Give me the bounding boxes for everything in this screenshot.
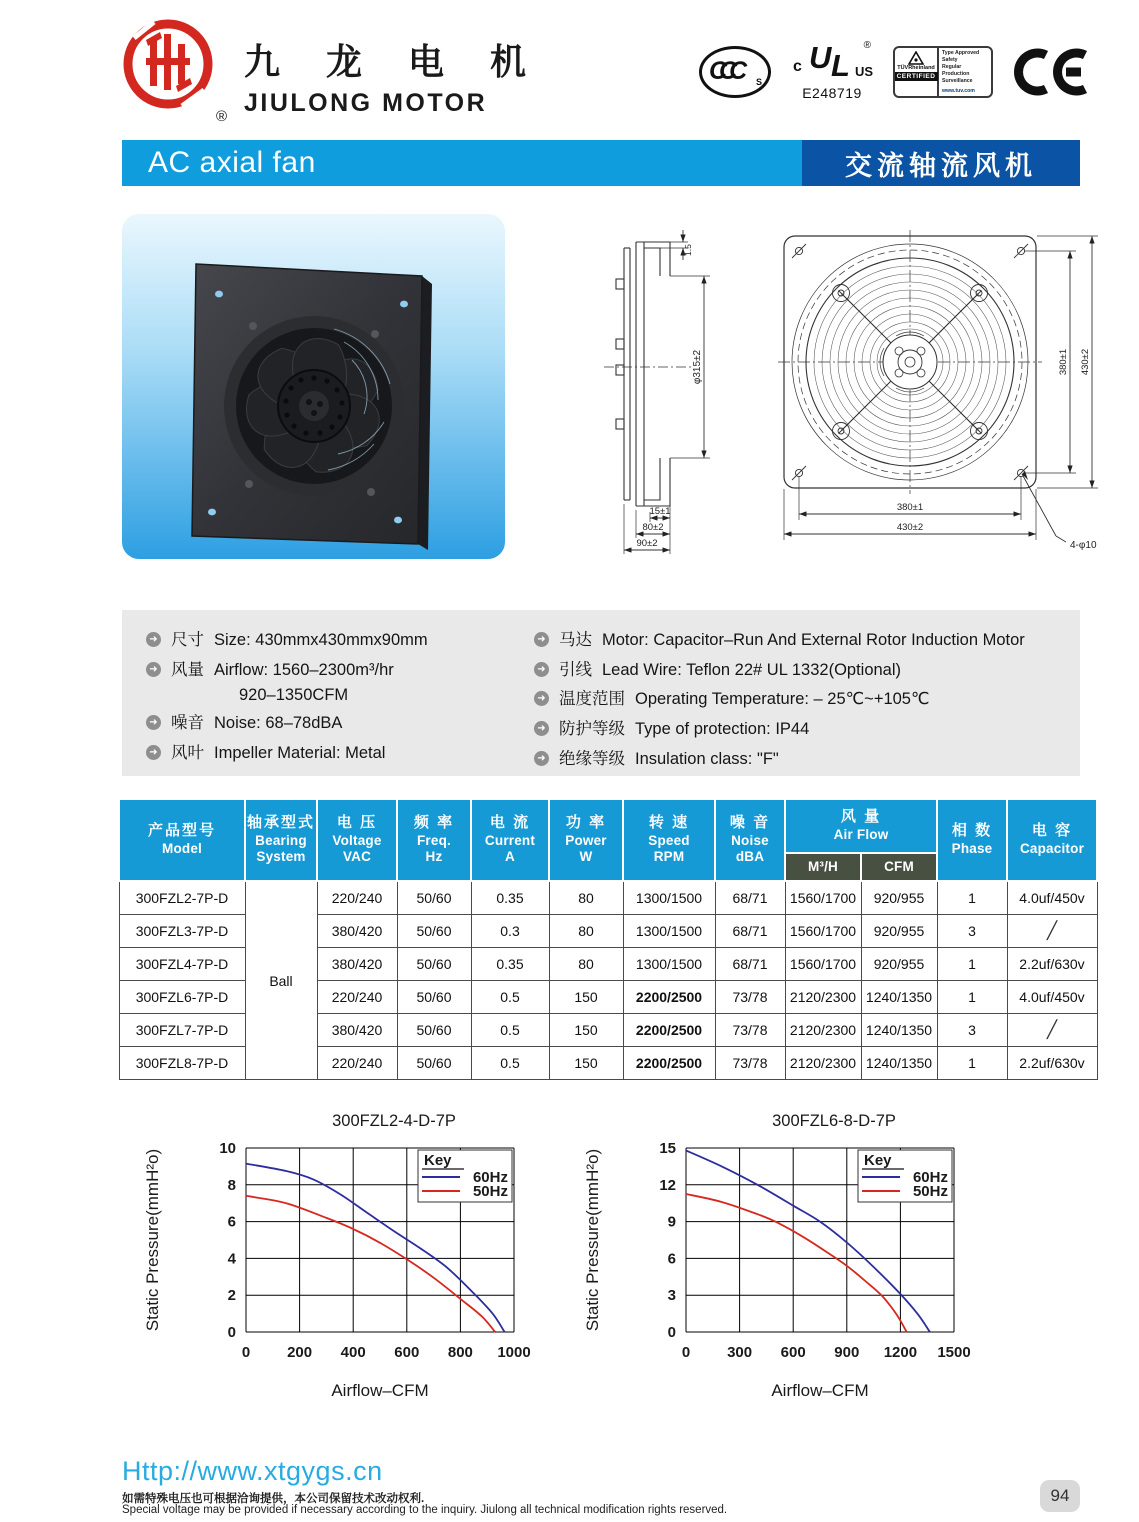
spec-value: Lead Wire: Teflon 22# UL 1332(Optional) (602, 660, 902, 679)
fan-photo-image (122, 214, 505, 559)
y-tick-label: 8 (227, 1176, 236, 1194)
dim-frame-size-v: 430±2 (1080, 348, 1091, 376)
column-header-power: 功 率 Power W (549, 799, 623, 881)
legend-label: 60Hz (472, 1169, 508, 1186)
front-view-drawing (778, 230, 1098, 551)
ul-u-label: U (809, 40, 832, 75)
dim-body-depth: 80±2 (642, 522, 664, 533)
ul-l-label: L (831, 48, 850, 83)
value-cell: 50/60 (397, 881, 471, 915)
model-cell: 300FZL7-7P-D (119, 1014, 245, 1047)
spec-bullet-icon: ➜ (146, 715, 161, 730)
dimension-drawing-svg (588, 226, 1103, 561)
spec-bullet-icon: ➜ (534, 691, 549, 706)
model-cell: 300FZL6-7P-D (119, 981, 245, 1014)
value-cell: 2120/2300 (785, 981, 861, 1014)
spec-value: Motor: Capacitor–Run And External Rotor Induction Motor (602, 631, 1025, 649)
value-cell: 380/420 (317, 948, 397, 981)
footer-note-en: Special voltage may be provided if necessary according to the inquiry. Jiulong all technical modification rights reserved. (122, 1504, 728, 1516)
spec-item (534, 719, 1079, 740)
brand-name-en: JIULONG MOTOR (244, 89, 488, 117)
value-cell: 2.2uf/630v (1007, 948, 1097, 981)
x-tick-label: 0 (681, 1344, 691, 1361)
value-cell: 2200/2500 (623, 981, 715, 1014)
dim-frame-size-h: 430±2 (896, 522, 924, 533)
specs-column-right (534, 630, 1079, 778)
value-cell: 0.5 (471, 1047, 549, 1080)
y-tick-label: 10 (219, 1140, 236, 1157)
x-tick-label: 1200 (883, 1344, 918, 1361)
spec-bullet-icon: ➜ (146, 632, 161, 647)
spec-label-zh: 温度范围 (559, 690, 625, 709)
spec-bullet-icon: ➜ (534, 632, 549, 647)
spec-label-zh: 噪音 (171, 714, 204, 733)
column-header-bearing: 轴承型式 Bearing System (245, 799, 317, 881)
page-title: AC axial fan (122, 140, 802, 186)
y-axis-label: Static Pressure(mmH²o) (143, 1148, 162, 1332)
ccc-s-label: S (755, 76, 762, 87)
value-cell: 50/60 (397, 1014, 471, 1047)
model-cell: 300FZL4-7P-D (119, 948, 245, 981)
model-cell: 300FZL2-7P-D (119, 881, 245, 915)
spec-value: Airflow: 1560–2300m³/hr (214, 660, 394, 679)
value-cell: 73/78 (715, 1014, 785, 1047)
ul-reg-label: ® (863, 40, 871, 51)
performance-chart-2 (574, 1108, 1004, 1427)
spec-bullet-icon: ➜ (534, 751, 549, 766)
value-cell: 0.5 (471, 981, 549, 1014)
value-cell: 380/420 (317, 915, 397, 948)
x-tick-label: 900 (834, 1344, 860, 1361)
value-cell: 920/955 (861, 948, 937, 981)
value-cell: 1 (937, 981, 1007, 1014)
value-cell: 220/240 (317, 981, 397, 1014)
value-cell: 1560/1700 (785, 881, 861, 915)
value-cell: 73/78 (715, 981, 785, 1014)
column-header-voltage: 电 压 Voltage VAC (317, 799, 397, 881)
ul-c-label: c (793, 58, 802, 75)
value-cell: 68/71 (715, 915, 785, 948)
spec-value: Operating Temperature: – 25℃~+105℃ (635, 690, 930, 709)
value-cell: 50/60 (397, 981, 471, 1014)
value-cell: 150 (549, 1014, 623, 1047)
y-tick-label: 0 (227, 1324, 236, 1341)
chart-title: 300FZL6-8-D-7P (772, 1112, 896, 1130)
spec-label-zh: 马达 (559, 631, 592, 649)
spec-bullet-icon: ➜ (146, 662, 161, 677)
x-tick-label: 0 (241, 1344, 251, 1361)
spec-value: Insulation class: "F" (635, 749, 779, 768)
y-tick-label: 4 (227, 1250, 236, 1268)
spec-label-zh: 风叶 (171, 743, 204, 762)
x-tick-label: 600 (394, 1344, 420, 1361)
tuv-brand-label: TÜVRheinland (897, 64, 935, 71)
spec-label-zh: 尺寸 (171, 631, 204, 649)
tuv-triangle-icon (908, 51, 924, 65)
y-tick-label: 3 (667, 1287, 676, 1305)
value-cell: 80 (549, 948, 623, 981)
bearing-cell: Ball (245, 881, 317, 1080)
value-cell: 920/955 (861, 915, 937, 948)
series-50Hz (686, 1194, 907, 1332)
chart-svg (134, 1108, 564, 1422)
table-row (119, 881, 1097, 915)
x-tick-label: 300 (727, 1344, 753, 1361)
model-cell: 300FZL8-7P-D (119, 1047, 245, 1080)
value-cell: 1240/1350 (861, 981, 937, 1014)
chart-title: 300FZL2-4-D-7P (332, 1112, 456, 1130)
tuv-text-line: Surveillance (942, 77, 973, 84)
y-tick-label: 2 (227, 1287, 236, 1305)
ul-cert-icon (791, 42, 873, 101)
footer-url[interactable]: Http://www.xtgygs.cn (122, 1456, 383, 1486)
value-cell: 0.35 (471, 881, 549, 915)
value-cell: 220/240 (317, 881, 397, 915)
value-cell: ╱ (1007, 1014, 1097, 1047)
dim-hole-pitch-v: 380±1 (1058, 348, 1069, 376)
chart-svg (574, 1108, 1004, 1422)
value-cell: 4.0uf/450v (1007, 981, 1097, 1014)
tuv-text-panel (939, 48, 991, 96)
spec-value: Type of protection: IP44 (635, 719, 810, 738)
value-cell: 2.2uf/630v (1007, 1047, 1097, 1080)
value-cell: 1560/1700 (785, 915, 861, 948)
specs-column-left (146, 630, 526, 773)
value-cell: 380/420 (317, 1014, 397, 1047)
column-subheader-cfm: CFM (861, 853, 937, 881)
value-cell: 50/60 (397, 915, 471, 948)
spec-item (534, 630, 1079, 651)
spec-value-extra: 920–1350CFM (239, 686, 349, 705)
dim-hole-pitch-h: 380±1 (896, 502, 924, 513)
value-cell: 0.5 (471, 1014, 549, 1047)
performance-chart-1 (134, 1108, 564, 1427)
legend-title: Key (864, 1152, 892, 1169)
x-tick-label: 200 (287, 1344, 313, 1361)
value-cell: 1300/1500 (623, 915, 715, 948)
spec-label-zh: 引线 (559, 660, 592, 679)
column-header-air-flow: 风 量 Air Flow (785, 799, 937, 853)
legend-title: Key (424, 1152, 452, 1169)
spec-label-zh: 风量 (171, 660, 204, 679)
legend-label: 50Hz (912, 1183, 948, 1200)
registered-mark: ® (216, 108, 228, 125)
ul-us-label: US (854, 64, 873, 79)
column-header-current: 电 流 Current A (471, 799, 549, 881)
tuv-certified-label: CERTIFIED (894, 72, 939, 81)
value-cell: 1 (937, 1047, 1007, 1080)
mounting-hole-note: 4-φ10 (1070, 540, 1097, 551)
tuv-text-line: Type Approved (942, 49, 980, 56)
value-cell: 2120/2300 (785, 1047, 861, 1080)
tuv-text-line: Safety (942, 56, 958, 63)
dim-thickness: 1.5 (683, 244, 693, 256)
brand-block (120, 16, 544, 124)
value-cell: 4.0uf/450v (1007, 881, 1097, 915)
spec-item (534, 660, 1079, 681)
value-cell: 80 (549, 915, 623, 948)
performance-charts (134, 1108, 1004, 1427)
jiulong-logo (120, 16, 228, 125)
ce-cert-icon (1013, 48, 1091, 96)
value-cell: 50/60 (397, 948, 471, 981)
spec-bullet-icon: ➜ (534, 662, 549, 677)
dim-total-depth: 90±2 (636, 538, 658, 549)
value-cell: 2200/2500 (623, 1047, 715, 1080)
ccc-label: CCC (709, 56, 740, 85)
value-cell: 50/60 (397, 1047, 471, 1080)
tuv-cert-icon (893, 46, 993, 98)
legend-label: 60Hz (912, 1169, 948, 1186)
value-cell: 150 (549, 981, 623, 1014)
y-tick-label: 6 (227, 1213, 236, 1231)
value-cell: 1300/1500 (623, 881, 715, 915)
x-tick-label: 1000 (497, 1344, 531, 1361)
y-tick-label: 0 (667, 1324, 676, 1341)
value-cell: 2200/2500 (623, 1014, 715, 1047)
title-banner (122, 140, 1080, 186)
column-header-freq-: 频 率 Freq. Hz (397, 799, 471, 881)
column-header-noise: 噪 音 Noise dBA (715, 799, 785, 881)
column-subheader-mh: M³/H (785, 853, 861, 881)
value-cell: 0.35 (471, 948, 549, 981)
spec-item (146, 713, 526, 734)
x-axis-label: Airflow–CFM (331, 1381, 429, 1400)
column-header-phase: 相 数 Phase (937, 799, 1007, 881)
tuv-site-label: www.tuv.com (942, 87, 975, 94)
spec-label-zh: 防护等级 (559, 719, 625, 738)
certification-marks (699, 42, 1091, 101)
value-cell: 73/78 (715, 1047, 785, 1080)
footer-note-zh: 如需特殊电压也可根据洽询提供，本公司保留技术改动权利. (122, 1493, 425, 1505)
model-cell: 300FZL3-7P-D (119, 915, 245, 948)
value-cell: 1 (937, 948, 1007, 981)
value-cell: 220/240 (317, 1047, 397, 1080)
y-tick-label: 9 (667, 1213, 676, 1231)
spec-label-zh: 绝缘等级 (559, 749, 625, 768)
spec-item (534, 689, 1079, 710)
value-cell: 3 (937, 915, 1007, 948)
x-axis-label: Airflow–CFM (771, 1381, 869, 1400)
value-cell: 0.3 (471, 915, 549, 948)
spec-item (534, 749, 1079, 770)
value-cell: 2120/2300 (785, 1014, 861, 1047)
product-photo (122, 214, 505, 564)
page-title-zh: 交流轴流风机 (802, 140, 1080, 186)
spec-bullet-icon: ➜ (146, 745, 161, 760)
spec-item (146, 630, 526, 651)
brand-name-zh: 九 龙 电 机 (244, 41, 545, 82)
y-tick-label: 12 (659, 1176, 676, 1194)
value-cell: ╱ (1007, 915, 1097, 948)
dim-impeller-diameter: φ315±2 (692, 349, 703, 385)
column-header-model: 产品型号 Model (119, 799, 245, 881)
x-tick-label: 1500 (937, 1344, 971, 1361)
specs-panel (122, 610, 1080, 776)
y-axis-label: Static Pressure(mmH²o) (583, 1148, 602, 1332)
legend-label: 50Hz (472, 1183, 508, 1200)
value-cell: 68/71 (715, 881, 785, 915)
value-cell: 1240/1350 (861, 1014, 937, 1047)
dimension-drawings (588, 226, 1103, 566)
spec-value: Size: 430mmx430mmx90mm (214, 631, 428, 649)
column-header-speed: 转 速 Speed RPM (623, 799, 715, 881)
value-cell: 1300/1500 (623, 948, 715, 981)
tuv-text-line: Regular Production (942, 63, 970, 77)
y-tick-label: 15 (659, 1140, 676, 1157)
value-cell: 1560/1700 (785, 948, 861, 981)
column-header-capacitor: 电 容 Capacitor (1007, 799, 1097, 881)
spec-item (146, 743, 526, 764)
dim-flange-depth: 15±1 (649, 506, 671, 517)
ul-file-number: E248719 (802, 85, 862, 101)
page-number-badge: 94 (1040, 1480, 1080, 1512)
value-cell: 150 (549, 1047, 623, 1080)
x-tick-label: 800 (447, 1344, 473, 1361)
ccc-cert-icon (699, 46, 771, 98)
spec-value: Impeller Material: Metal (214, 743, 386, 762)
value-cell: 3 (937, 1014, 1007, 1047)
x-tick-label: 400 (340, 1344, 366, 1361)
spec-item (146, 660, 526, 681)
spec-value: Noise: 68–78dBA (214, 714, 343, 733)
x-tick-label: 600 (780, 1344, 806, 1361)
jiulong-logo-icon (120, 16, 216, 112)
spec-bullet-icon: ➜ (534, 721, 549, 736)
value-cell: 1 (937, 881, 1007, 915)
value-cell: 1240/1350 (861, 1047, 937, 1080)
model-spec-table (118, 798, 1098, 1080)
y-tick-label: 6 (667, 1250, 676, 1268)
value-cell: 80 (549, 881, 623, 915)
value-cell: 68/71 (715, 948, 785, 981)
value-cell: 920/955 (861, 881, 937, 915)
